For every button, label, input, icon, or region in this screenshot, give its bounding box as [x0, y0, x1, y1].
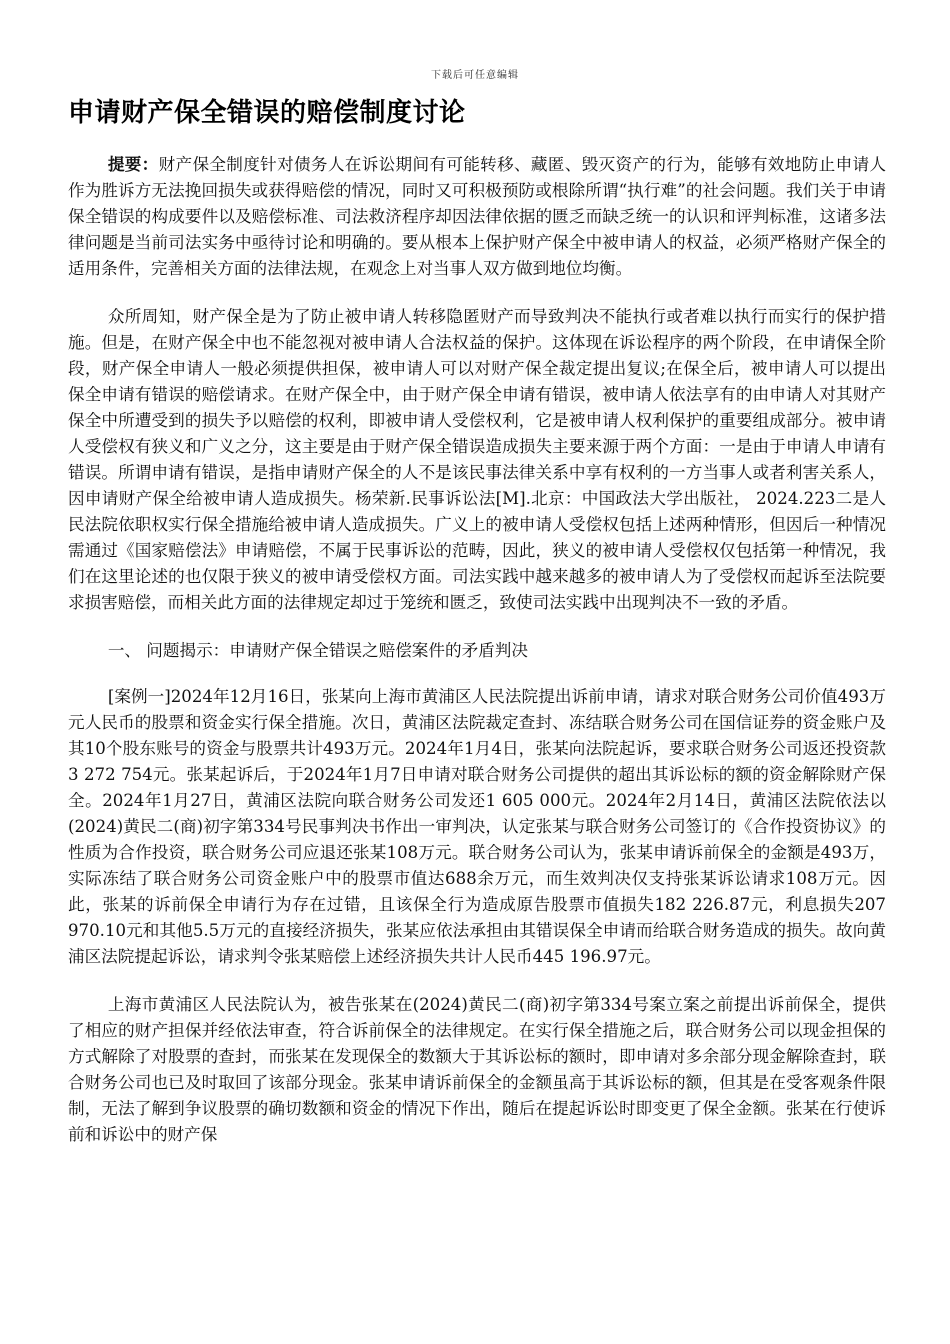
document-title: 申请财产保全错误的赔偿制度讨论	[68, 98, 466, 128]
abstract-text: 财产保全制度针对债务人在诉讼期间有可能转移、藏匿、毁灭资产的行为，能够有效地防止申请人作为胜诉方无法挽回损失或获得赔偿的情况，同时又可积极预防或根除所谓“执行难”的社会问题。我们关于申请保全错误的构成要件以及赔偿标准、司法救济程序却因法律依据的匮乏而缺乏统一的认识和评判标准，这诸多法律问题是当前司法实务中亟待讨论和明确的。要从根本上保护财产保全中被申请人的权益，必须严格财产保全的适用条件，完善相关方面的法律法规，在观念上对当事人双方做到地位均衡。	[68, 155, 887, 278]
intro-paragraph: 众所周知，财产保全是为了防止被申请人转移隐匿财产而导致判决不能执行或者难以执行而实行的保护措施。但是，在财产保全中也不能忽视对被申请人合法权益的保护。这体现在诉讼程序的两个阶段，在申请保全阶段，财产保全申请人一般必须提供担保，被申请人可以对财产保全裁定提出复议;在保全后，被申请人可以提出保全申请有错误的赔偿请求。在财产保全中，由于财产保全申请有错误，被申请人依法享有的由申请人对其财产保全中所遭受到的损失予以赔偿的权利，即被申请人受偿权利，它是被申请人权利保护的重要组成部分。被申请人受偿权有狭义和广义之分，这主要是由于财产保全错误造成损失主要来源于两个方面：一是由于申请人申请有错误。所谓申请有错误，是指申请财产保全的人不是该民事法律关系中享有权利的一方当事人或者利害关系人，因申请财产保全给被申请人造成损失。杨荣新.民事诉讼法[M].北京：中国政法大学出版社， 2024.223二是人民法院依职权实行保全措施给被申请人造成损失。广义上的被申请人受偿权包括上述两种情形，但因后一种情况需通过《国家赔偿法》申请赔偿，不属于民事诉讼的范畴，因此，狭义的被申请人受偿权仅包括第一种情况，我们在这里论述的也仅限于狭义的被申请受偿权方面。司法实践中越来越多的被申请人为了受偿权而起诉至法院要求损害赔偿，而相关此方面的法律规定却过于笼统和匮乏，致使司法实践中出现判决不一致的矛盾。	[68, 307, 886, 612]
abstract-label: 提要：	[107, 155, 159, 174]
header-note: 下载后可任意编辑	[431, 70, 519, 81]
document-body	[68, 152, 886, 1170]
case-one-paragraph: [案例一]2024年12月16日，张某向上海市黄浦区人民法院提出诉前申请，请求对联合财务公司价值493万元人民币的股票和资金实行保全措施。次日，黄浦区法院裁定查封、冻结联合财务公司在国信证券的资金账户及其10个股东账号的资金与股票共计493万元。2024年1月4日，张某向法院起诉，要求联合财务公司返还投资款3 272 754元。张某起诉后，于2024年1月7日申请对联合财务公司提供的超出其诉讼标的额的资金解除财产保全。2024年1月27日，黄浦区法院向联合财务公司发还1 605 000元。2024年2月14日，黄浦区法院依法以(2024)黄民二(商)初字第334号民事判决书作出一审判决，认定张某与联合财务公司签订的《合作投资协议》的性质为合作投资，联合财务公司应退还张某108万元。联合财务公司认为，张某申请诉前保全的金额是493万，实际冻结了联合财务公司资金账户中的股票市值达688余万元，而生效判决仅支持张某诉讼请求108万元。因此，张某的诉前保全申请行为存在过错，且该保全行为造成原告股票市值损失182 226.87元，利息损失207 970.10元和其他5.5万元的直接经济损失，张某应依法承担由其错误保全申请而给联合财务造成的损失。故向黄浦区法院提起诉讼，请求判令张某赔偿上述经济损失共计人民币445 196.97元。	[68, 687, 886, 966]
section-heading: 一、 问题揭示：申请财产保全错误之赔偿案件的矛盾判决	[107, 641, 528, 660]
court-opinion-paragraph: 上海市黄浦区人民法院认为，被告张某在(2024)黄民二(商)初字第334号案立案之前提出诉前保全，提供了相应的财产担保并经依法审查，符合诉前保全的法律规定。在实行保全措施之后，联合财务公司以现金担保的方式解除了对股票的查封，而张某在发现保全的数额大于其诉讼标的额时，即申请对多余部分现金解除查封，联合财务公司也已及时取回了该部分现金。张某申请诉前保全的金额虽高于其诉讼标的额，但其是在受客观条件限制，无法了解到争议股票的确切数额和资金的情况下作出，随后在提起诉讼时即变更了保全金额。张某在行使诉前和诉讼中的财产保	[68, 995, 886, 1144]
abstract-paragraph	[68, 152, 886, 282]
